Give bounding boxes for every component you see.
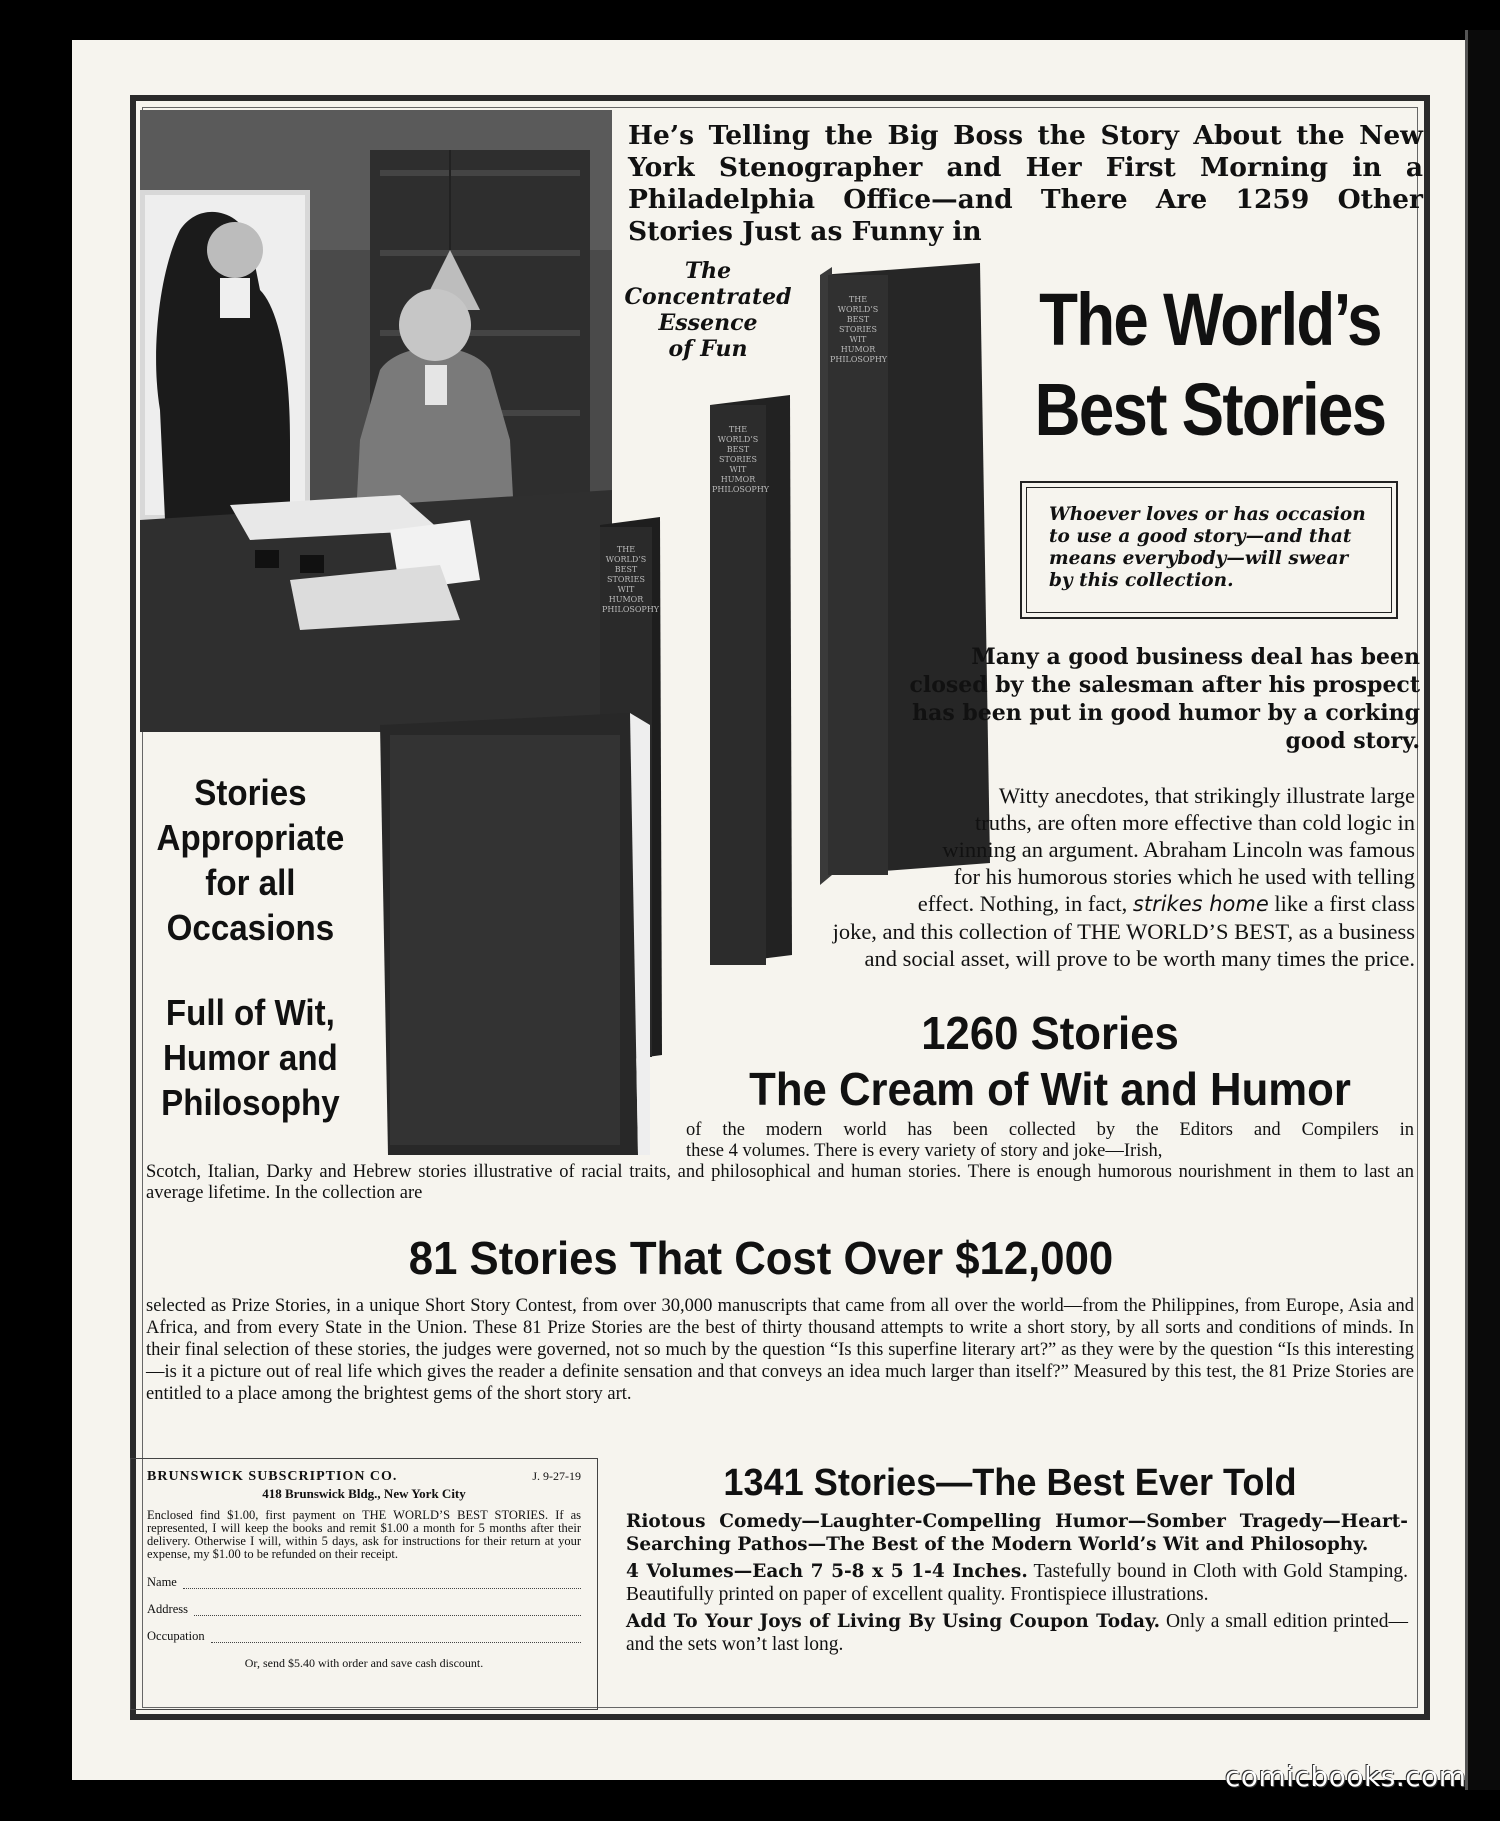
witty-line: Witty anecdotes, that strikingly illustrate large bbox=[998, 783, 1415, 808]
endorsement-text: Whoever loves or has occasion to use a good story—and that means everybody—will swear by this collection. bbox=[1026, 487, 1392, 613]
name-label: Name bbox=[147, 1575, 177, 1589]
address-label: Address bbox=[147, 1602, 188, 1616]
business-paragraph: Many a good business deal has been closed by the salesman after his prospect has been put in good humor by a corking good story. bbox=[909, 644, 1420, 754]
coupon-company: BRUNSWICK SUBSCRIPTION CO. bbox=[147, 1469, 398, 1484]
coupon-name-field[interactable] bbox=[147, 1575, 581, 1589]
product-title bbox=[1021, 275, 1399, 455]
coupon-prompt: Add To Your Joys of Living By Using Coupon Today. bbox=[626, 1611, 1161, 1632]
witty-emphasis: strikes home bbox=[1132, 892, 1269, 916]
spine-subtitle: BEST STORIES bbox=[607, 565, 645, 584]
coupon-header bbox=[147, 1469, 581, 1484]
order-coupon[interactable] bbox=[130, 1458, 598, 1710]
prize-stories-heading: 81 Stories That Cost Over $12,000 bbox=[408, 1232, 1114, 1284]
ad-headline: He’s Telling the Big Boss the Story About the New York Stenographer and Her First Morning in a Philadelphia Office—and There Are 1259 Other Stories Just as Funny in bbox=[628, 120, 1423, 247]
name-line[interactable] bbox=[183, 1579, 581, 1589]
witty-line: winning an argument. Abraham Lincoln was famous bbox=[942, 837, 1415, 862]
witty-line: for his humorous stories which he used with telling bbox=[953, 864, 1415, 889]
best-ever-details bbox=[626, 1510, 1408, 1660]
heading-gap bbox=[140, 950, 361, 990]
witty-line bbox=[685, 890, 1415, 918]
occupation-line[interactable] bbox=[211, 1633, 581, 1643]
coupon-terms: Enclosed find $1.00, first payment on THE WORLD’S BEST STORIES. If as represented, I will keep the books and remit $1.00 a month for 5 months after their delivery. Otherwise I will, within 5 days, ask for instructions for their return at your expense, my $1.00 to be refunded on their receipt. bbox=[147, 1508, 581, 1561]
coupon-footer: Or, send $5.40 with order and save cash discount. bbox=[244, 1656, 484, 1670]
spine-humor: HUMOR bbox=[840, 345, 876, 354]
essence-caption bbox=[618, 258, 798, 362]
title-line-1: The World’s bbox=[1039, 278, 1381, 361]
witty-line: and social asset, will prove to be worth many times the price. bbox=[864, 946, 1415, 971]
call-to-action bbox=[626, 1610, 1408, 1656]
spine-title: THE WORLD’S bbox=[605, 545, 647, 564]
spine-label-volume-2 bbox=[712, 425, 770, 495]
spine-title: THE WORLD’S bbox=[837, 295, 879, 314]
occasions-heading-line-4: Occasions bbox=[166, 907, 335, 948]
coupon-address-field[interactable] bbox=[147, 1602, 581, 1616]
prize-stories-paragraph: selected as Prize Stories, in a unique Short Story Contest, from over 30,000 manuscripts that came from all over the world—from the Philippines, from Europe, Asia and Africa, and from every State in the Union. These 81 Prize Stories are the best of thirty thousand attempts to write a short story, by all sorts and conditions of minds. In their final selection of these stories, the judges were governed, not so much by the question “Is this superfine literary art?” as they were by the question “Is this interesting—is it a picture out of real life which gives the reader a definite sensation and that conveys an idea much larger than itself?” Measured by this test, the 81 Prize Stories are entitled to a place among the brightest gems of the short story art. bbox=[146, 1296, 1414, 1404]
collection-line-1: of the modern world has been collected by the Editors and Compilers in bbox=[686, 1120, 1414, 1140]
essence-line-3: Essence bbox=[658, 310, 758, 336]
essence-line-2: Concentrated bbox=[624, 284, 792, 310]
coupon-occupation-field[interactable] bbox=[147, 1629, 581, 1643]
occasions-heading-line-1: Stories bbox=[194, 772, 307, 813]
spine-wit: WIT bbox=[729, 465, 747, 474]
spine-wit: WIT bbox=[617, 585, 635, 594]
collection-paragraph bbox=[146, 1120, 1414, 1204]
genre-list: Riotous Comedy—Laughter-Compelling Humor—Somber Tragedy—Heart-Searching Pathos—The Best of the Modern World’s Wit and Philosophy. bbox=[626, 1511, 1408, 1555]
address-line[interactable] bbox=[194, 1606, 581, 1616]
occupation-label: Occupation bbox=[147, 1629, 205, 1643]
spine-subtitle: BEST STORIES bbox=[839, 315, 877, 334]
left-column-headings bbox=[140, 770, 361, 1125]
wit-heading-line-1: Full of Wit, bbox=[165, 992, 335, 1033]
wit-heading-line-2: Humor and bbox=[162, 1037, 338, 1078]
title-line-2: Best Stories bbox=[1034, 368, 1386, 451]
best-ever-heading: 1341 Stories—The Best Ever Told bbox=[723, 1462, 1297, 1504]
witty-line-end: like a first class bbox=[1274, 891, 1415, 916]
wit-heading-line-3: Philosophy bbox=[161, 1082, 340, 1123]
essence-line-1: The bbox=[684, 258, 732, 284]
spine-label-volume-1 bbox=[830, 295, 886, 365]
coupon-address: 418 Brunswick Bldg., New York City bbox=[262, 1486, 466, 1501]
collection-line-2: these 4 volumes. There is every variety of story and joke—Irish, bbox=[686, 1141, 1163, 1161]
endorsement-box bbox=[1020, 481, 1398, 619]
spine-humor: HUMOR bbox=[720, 475, 756, 484]
binding-description: Tastefully bound in Cloth with Gold Stamping. Beautifully printed on paper of excellent quality. Frontispiece illustrations. bbox=[626, 1561, 1408, 1605]
spine-wit: WIT bbox=[849, 335, 867, 344]
spine-philosophy: PHILOSOPHY bbox=[712, 485, 770, 494]
occasions-heading-line-3: for all bbox=[205, 862, 296, 903]
limited-edition-note: Only a small edition printed—and the sets won’t last long. bbox=[626, 1611, 1409, 1655]
spine-subtitle: BEST STORIES bbox=[719, 445, 757, 464]
spine-philosophy: PHILOSOPHY bbox=[602, 605, 660, 614]
witty-line-start: effect. Nothing, in fact, bbox=[917, 891, 1128, 916]
volume-size: 4 Volumes—Each 7 5-8 x 5 1-4 Inches. bbox=[626, 1561, 1028, 1582]
site-watermark: comicbooks.com bbox=[1225, 1760, 1467, 1793]
spine-philosophy: PHILOSOPHY bbox=[830, 355, 888, 364]
spine-title: THE WORLD’S bbox=[717, 425, 759, 444]
occasions-heading-line-2: Appropriate bbox=[156, 817, 345, 858]
essence-line-4: of Fun bbox=[668, 336, 748, 362]
adjacent-page-edge bbox=[1465, 30, 1500, 1790]
witty-paragraph bbox=[685, 782, 1415, 972]
coupon-date: J. 9-27-19 bbox=[532, 1469, 581, 1483]
witty-line: truths, are often more effective than cold logic in bbox=[974, 810, 1415, 835]
spine-humor: HUMOR bbox=[608, 595, 644, 604]
stories-count-line-1: 1260 Stories bbox=[921, 1007, 1179, 1059]
stories-count-heading bbox=[699, 1005, 1402, 1117]
spine-label-volume-3 bbox=[602, 545, 660, 615]
volume-specs bbox=[626, 1560, 1408, 1606]
witty-line: joke, and this collection of THE WORLD’S BEST, as a business bbox=[832, 919, 1415, 944]
stories-count-line-2: The Cream of Wit and Humor bbox=[749, 1063, 1351, 1115]
collection-rest: Scotch, Italian, Darky and Hebrew stories illustrative of racial traits, and philosophical and human stories. There is enough humorous nourishment in them to last an average lifetime. In the collection are bbox=[146, 1162, 1414, 1203]
